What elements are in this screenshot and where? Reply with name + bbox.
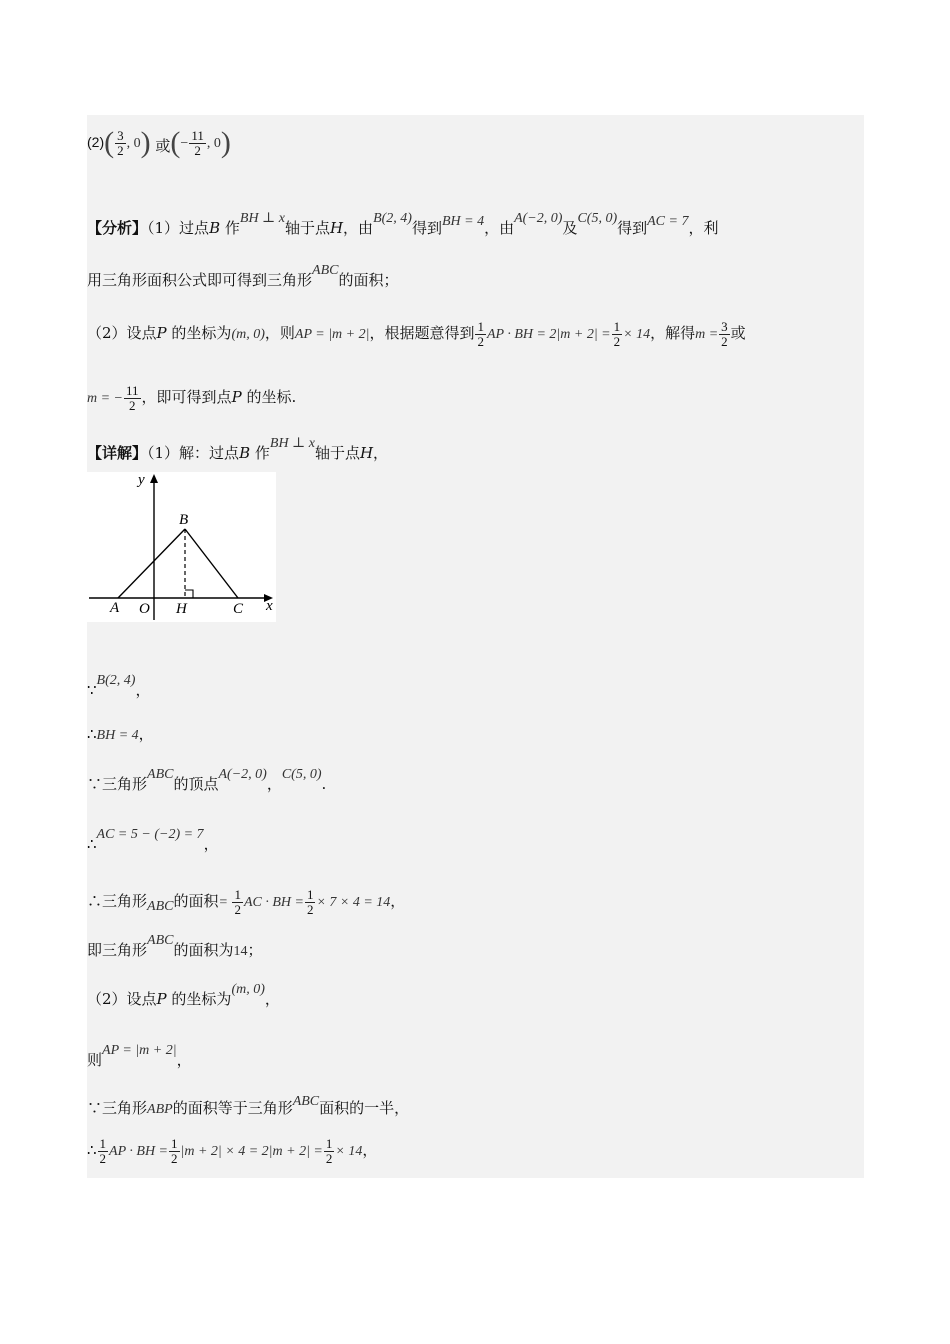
label-y: y: [138, 472, 145, 488]
detail-step-10: ∴ $\frac{1}{2}$ AP · BH = $\frac{1}{2}$ |m + 2| × 4 = 2|m + 2| = $\frac{1}{2}$ × 14，: [87, 1135, 378, 1166]
detail-step-7: （2）设点P 的坐标为(m, 0)，: [87, 982, 280, 1008]
y-axis-arrow: [150, 474, 158, 483]
detail-step-9: ∵三角形ABP的面积等于三角形ABC面积的一半，: [87, 1094, 410, 1117]
analysis-tag: 【分析】: [87, 219, 148, 237]
label-o: O: [139, 601, 150, 617]
detail-step-8: 则AP = |m + 2|，: [87, 1043, 192, 1069]
solution-panel: [87, 115, 864, 1178]
answer-prefix: (2): [87, 134, 105, 150]
coordinate-figure: [87, 472, 276, 622]
label-h: H: [176, 601, 187, 617]
label-b: B: [179, 512, 189, 528]
detail-tag: 【详解】: [87, 444, 148, 462]
detail-step-6: 即三角形ABC的面积为14；: [87, 933, 263, 959]
analysis-line-3: （2）设点P 的坐标为(m, 0)，则AP = |m + 2|，根据题意得到 $\frac{1}{2}$ AP · BH = 2|m + 2| = $\frac{1}{2}$ × 14，解得m = $\frac{3}{2}$ 或: [87, 318, 746, 349]
detail-step-5: ∴三角形ABC的面积= $\frac{1}{2}$ AC · BH = $\frac{1}{2}$ × 7 × 4 = 14，: [87, 886, 406, 917]
detail-line-1: 【详解】（1）解：过点B 作BH ⊥ x轴于点H，: [87, 436, 389, 462]
answer-line: (2)( $\frac{3}{2}$ , 0) 或(− $\frac{11}{2}$ , 0): [87, 126, 231, 159]
detail-step-1: ∵B(2, 4)，: [87, 673, 151, 699]
answer-frac-2: $\frac{11}{2}$: [191, 127, 204, 158]
detail-step-4: ∴AC = 5 − (−2) = 7，: [87, 827, 219, 853]
analysis-line-2: 用三角形面积公式即可得到三角形ABC的面积；: [87, 263, 399, 289]
side-ab: [118, 529, 185, 598]
label-c: C: [233, 601, 244, 617]
triangle-diagram: [87, 472, 276, 622]
answer-frac-1: $\frac{3}{2}$: [117, 127, 124, 158]
analysis-line-1: 【分析】（1）过点B 作BH ⊥ x轴于点H，由B(2, 4)得到BH = 4，由A(−2, 0)及C(5, 0)得到AC = 7，利: [87, 211, 719, 237]
label-x: x: [266, 598, 273, 614]
analysis-line-4: m = − $\frac{11}{2}$ ，即可得到点P 的坐标.: [87, 382, 297, 413]
detail-step-2: ∴BH = 4，: [87, 725, 154, 743]
side-bc: [185, 529, 238, 598]
right-angle-mark: [185, 590, 193, 598]
label-a: A: [110, 600, 120, 616]
answer-or: 或: [155, 137, 171, 155]
detail-step-3: ∵三角形ABC的顶点A(−2, 0)，C(5, 0).: [87, 767, 327, 793]
